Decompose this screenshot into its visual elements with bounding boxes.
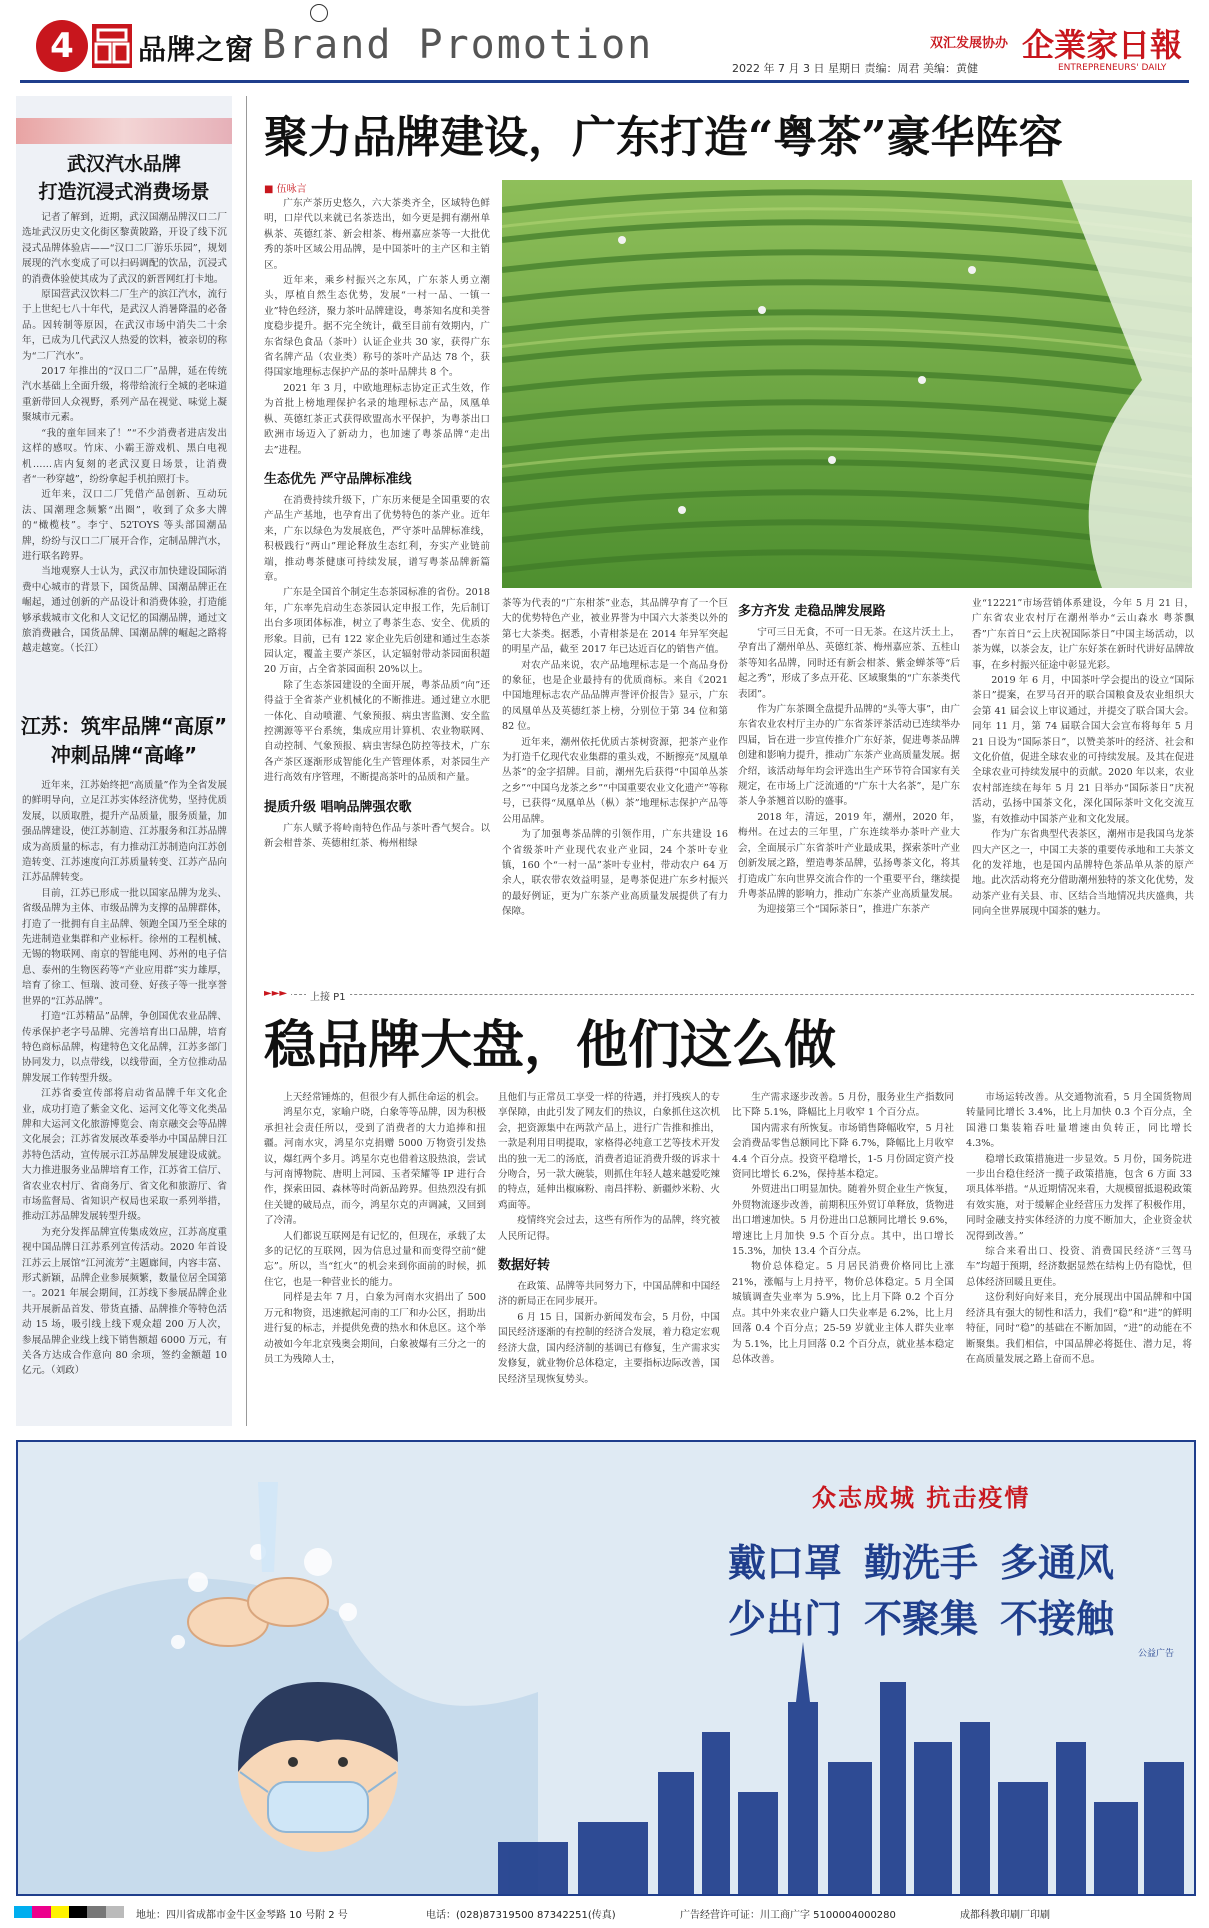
slogan: 双汇发展协办 [930,36,1009,51]
tea-plantation-photo [502,180,1192,588]
ma2-col1-para-2: 鸿星尔克，家喻户晓，白象等等品牌，因为积极承担社会责任所以，受到了消费者的大力追捧和扭疆。河南水灾，鸿星尔克捐赠 5000 万物资引发热议，爆红两个多月。鸿星尔克也借着这股热浪，尝试与河南博物院、唐明上河园、玉者荣耀等 IP 进行合作，探索田园、森林等时尚新品跨界。但热烈没有抓住关键的破局点，而今，鸿星尔克的声调减，又回到了冷清。 [264,1107,486,1227]
section-title-en: Brand Promotion [262,22,654,68]
ad-slogan-row-1 [728,1532,1114,1587]
masthead [0,0,1209,78]
main-article-2-col-1 [264,1090,486,1426]
left-article-2-title-line1: 江苏：筑牢品牌“高原” [20,714,228,738]
slogan-wash-hands: 勤洗手 [864,1541,979,1585]
left-article-2-para-5: 为充分发挥品牌宣传集成效应，江苏高度重视中国品牌日江苏系列宣传活动。2020 年首设江苏云上展馆“江河流芳”主题廊间，内容丰富、形式新颖，品牌企业参展频繁，数量位居全国第一。2021 年展会期间，江苏线下参展品牌企业共开展新品首发、带货直播、品牌推介等特色活动 15 场，吸引线上线下观众超 200 万人次，参展品牌企业线上线下销售额超 6000 万元，有关各方达成合作意向 80 余项，签约金额超 10 亿元。（刘政） [22,1226,227,1377]
ma2-col2b-para-1: 在政策、品牌等共同努力下，中国品牌和中国经济的新局正在同步展开。 [498,1281,720,1308]
ma1-col2-para-4: 为了加强粤茶品牌的引领作用，广东共建设 16 个省级茶叶产业现代农业产业园，24 个茶叶专业镇，160 个“一村一品”茶叶专业村，带动农户 64 万余人，联农带农效益明显，是粤茶促进广东乡村振兴的最好例证，更为广东茶产业高质量发展提供了有力保障。 [502,829,728,918]
ma1-col1b-para-3: 除了生态茶园建设的全面开展，粤茶品质“向”还得益于全省茶产业机械化的不断推进。通过建立水肥一体化、自动喷灌、气象预报、病虫害监测、安全监控溯源等平台系统，集成应用计算机、农业物联网、自动控制、气象预报、病虫害绿色防控等技术，广东各产茶区逐渐形成智能化生产管理体系，对茶园生产进行高效有序管理，不断提高茶叶的品质和产量。 [264,679,490,784]
ma2-col3-para-4: 物价总体稳定。5 月居民消费价格同比上涨 21%，涨幅与上月持平，物价总体稳定。5 月全国城镇调查失业率为 5.9%，比上月下降 0.2 个百分点。其中外来农业户籍人口失业率是 6.2%，比上月回落 0.4 个百分点；25-59 岁就业主体人群失业率为 5.1%，比上月回落 0.2 个百分点，就业基本稳定总体改善。 [732,1261,954,1365]
left-article-2-title-line2: 冲刺品牌“高峰” [50,743,198,767]
ma1-col2-para-1: 茶等为代表的“广东柑茶”业态，其品牌孕育了一个巨大的优势特色产业，被业界誉为中国六大茶类以外的第七大茶类。据悉，小青柑茶是在 2014 年异军突起的明星产品，截至 2017 年已达近百亿的销售产值。 [502,598,728,656]
left-article-1-title [16,150,232,206]
footer-phone: 电话：(028)87319500 87342251(传真) [426,1910,616,1921]
continued-arrows: ►►► [264,988,291,999]
registration-marks [310,4,328,22]
ma2-col1-para-1: 上天经常锤炼的，但很少有人抓住命运的机会。 [283,1092,485,1103]
left-article-2-body [22,778,227,1420]
ma1-col4-para-1: 业“12221”市场营销体系建设，今年 5 月 21 日，广东省农业农村厅在潮州举办“云山森水 粤茶飘香”广东首日“云上庆祝国际茶日”中国主场活动，以茶为媒，以茶会友，让广东好茶在新时代讲好品牌故事，在乡村振兴征途中彰显光彩。 [972,598,1194,671]
ma1-subhead-3: 多方齐发 走稳品牌发展路 [738,604,886,619]
ma2-col1-para-3: 人们都说互联网是有记忆的，但现在，承载了太多的记忆的互联网，因为信息过量和而变得空前“健忘”。所以，当“红火”的机会来到你面前的时候，抓住它，也是一种营业长的能力。 [264,1230,486,1288]
ma2-col1-para-4: 同样是去年 7 月，白象为河南水灾捐出了 500 万元和物资，迅速掀起河南的工厂和办公区，捐助出进行复的标志，并提供免费的热水和休息区。这个举动被如今年北京残奥会期间，白象被爆有三分之一的员工为残障人士， [264,1292,486,1365]
ma1-col2-para-2: 对农产品来说，农产品地理标志是一个高品身份的象征，也是企业最持有的优质商标。来自《2021 中国地理标志农产品品牌声誉评价报告》显示，广东的凤凰单丛及英德红茶上榜，分别位于第 34 位和第 82 位。 [502,659,728,733]
slogan-ventilate: 多通风 [1000,1541,1115,1585]
main-article-1-byline: ■ 伍咏言 [264,184,307,195]
slogan-no-contact: 不接触 [1000,1597,1115,1641]
footer [0,1898,1209,1928]
ma2-col4-para-3: 综合来看出口、投资、消费国民经济“三驾马车”均超于预期，经济数据显然在结构上仍有隐忧，但总体经济回暖且更佳。 [966,1246,1192,1288]
left-article-1-para-6: 当地观察人士认为，武汉市加快建设国际消费中心城市的背景下，国货品牌、国潮品牌正在崛起，通过创新的产品设计和消费体验，打造能够承载城市文化和人文记忆的国潮品牌，通过文旅消费融合，国货品牌、国潮品牌的崛起之路将越走越宽。（长江） [22,566,227,655]
ad-tagline: 众志成城 抗击疫情 [812,1484,1031,1512]
slogan-wear-mask: 戴口罩 [728,1541,843,1585]
section-title-cn: 品牌之窗 [138,33,255,66]
main-article-2-col-2 [498,1090,720,1426]
main-article-2-col-3 [732,1090,954,1426]
ad-slogan-row-2 [728,1588,1114,1643]
ma2-col4-para-4: 这份利好向好来目，充分展现出中国品牌和中国经济具有强大的韧性和活力，我们“稳”和“进”的鲜明特征，同时“稳”的基础在不断加固，“进”的动能在不断聚集。我们相信，中国品牌必将挺住、潜力足，将在高质量发展之路上奋而不息。 [966,1292,1192,1365]
left-article-1-para-1: 记者了解到，近期，武汉国潮品牌汉口二厂选址武汉历史文化街区黎黄陂路，开设了线下沉浸式品牌体验店——“汉口二厂游乐乐园”，规划展现的汽水变成了可以扫码调配的饮品，沉浸式的消费体验使其成为了武汉的新晋网红打卡地。 [22,212,227,285]
ma1-col1b-para-1: 在消费持续升级下，广东历来便是全国重要的农产品生产基地，也孕育出了优势特色的茶产业。近年来，广东以绿色为发展底色，严守茶叶品牌标准线，积极践行“两山”理论释放生态红利，夯实产业链前端，推动粤茶健康可持续发展，谱写粤茶品牌新篇章。 [264,494,490,583]
masthead-rule [20,80,1189,83]
main-article-2-col-4 [966,1090,1192,1426]
ma2-col2-para-2: 疫情终究会过去，这些有所作为的品牌，终究被人民所记得。 [498,1215,720,1242]
paper-name: 企業家日報 [1022,26,1183,64]
left-article-1-para-3: 2017 年推出的“汉口二厂”品牌，延在传统汽水基础上全面升级，将带给流行全城的老味道重新带回人众视野，系列产品在视觉、味觉上凝聚城市元素。 [22,366,227,424]
left-article-1-photo [16,118,232,144]
left-article-2-para-3: 打造“江苏精品”品牌，争创国优农业品牌、传承保护老字号品牌、完善培育出口品牌，培育特色商标品牌，构建特色文化品牌，江苏多部门协同发力，以点带线，以线带面，全方位推动品牌发展工作转型升级。 [22,1011,227,1084]
left-article-2-para-1: 近年来，江苏始终把“高质量”作为全省发展的鲜明导向，立足江苏实体经济优势，坚持优质发展，以质取胜，提升产品质量，服务质量，加强品牌建设，使江苏制造、江苏服务和江苏品牌成为高质量的标志，有力推动江苏制造向江苏创造转变、江苏速度向江苏质量转变、江苏产品向江苏品牌转变。 [22,780,227,884]
left-article-1-para-2: 原国营武汉饮料二厂生产的滨江汽水，流行于上世纪七八十年代，是武汉人消暑降温的必备品。因转制等原因，在武汉市场中消失二十余年，已成为几代武汉人热爱的饮料，被亲切的称为“二厂汽水”。 [22,289,227,362]
continued-label: 上接 P1 [306,988,350,1003]
continued-divider [264,994,1194,996]
main-article-1-col-1 [264,196,490,986]
ma1-col2-para-3: 近年来，潮州依托优质古茶树资源，把茶产业作为打造千亿现代农业集群的重头戏，不断擦亮“凤凰单丛茶”的金字招牌。目前，潮州先后获得“中国单丛茶之乡”“中国乌龙茶之乡”“中国重要农业文化遗产”等称号，已获得“凤凰单丛（枞）茶”地理标志保护产品等公用品牌。 [502,736,728,825]
ma1-col4-para-3: 作为广东省典型代表茶区，潮州市是我国乌龙茶四大产区之一，中国工夫茶的重要传承地和工夫茶文化的发祥地，也是国内品牌特色茶品单从茶的原产地。此次活动将充分借助潮州独特的茶文化优势，发动茶产业有关县、市、区结合当地情况共庆盛典，共同向全世界展现中国茶的魅力。 [972,829,1194,918]
ma2-col3-para-3: 外贸进出口明显加快。随着外贸企业生产恢复，外贸物流逐步改善，前期积压外贸订单释放，货物进出口增速加快。5 月份进出口总额同比增长 9.6%，增速比上月加快 9.5 个百分点。其中，出口增长 15.3%，加快 13.4 个百分点。 [732,1184,954,1258]
ma2-col2-para-1: 且他们与正常员工享受一样的待遇，并打残疾人的专享保障，由此引发了网友们的热议，白象抓住这次机会，把资源集中在两款产品上，进行广告推和推出，一款是利用目明提取，家格得必纯意工艺等技术开发出的独一无二的汤底，消费者追证消费升级的诉求十分吻合，另一款大碗装，则抓住年轻人越来越爱吃辣的特点，延伸出椒麻粉、南昌拌粉、新疆炒米粉、火鸡面等。 [498,1092,720,1211]
main-article-1-col-3 [738,600,960,986]
left-article-1-body [22,210,227,710]
ma2-subhead-1: 数据好转 [498,1258,551,1274]
main-article-1-col-2 [502,596,728,986]
ma2-col2b-para-2: 6 月 15 日，国新办新闻发布会，5 月份，中国国民经济逐渐的有控制的经济合发展，着力稳定宏观经济大盘，国内经济制的基调已有修复，生产需求实发修复，就业物价总体稳定，主要指标边际改善，国民经济呈现恢复势头。 [498,1311,720,1385]
paper-name-en: ENTREPRENEURS' DAILY [1058,63,1167,73]
ma2-col4-para-2: 稳增长政策措施进一步显效。5 月份，国务院进一步出台稳住经济一揽子政策措施，包含 6 方面 33 项具体举措。“从近期情况来看，大规模留抵退税政策有效实施，对于缓解企业经营压力发挥了积极作用，同时金融支持实体经济的力度不断加大，企业资金状况得到改善。” [966,1153,1192,1242]
main-article-1-headline: 聚力品牌建设，广东打造“粤茶”豪华阵容 [264,112,1063,163]
slogan-stay-home: 少出门 [728,1597,843,1641]
ma1-col1c-para-1: 广东人赋予将岭南特色作品与茶叶香气契合。以新会柑普茶、英德柑红茶、梅州柑绿 [264,822,490,850]
slogan-no-gathering: 不聚集 [864,1597,979,1641]
ma1-col1-para-3: 2021 年 3 月，中欧地理标志协定正式生效，作为首批上榜地理保护名录的地理标志产品，凤凰单枞、英德红茶正式获得欧盟高水平保护，为粤茶出口欧洲市场迈入了新动力，也加速了粤茶品牌“走出去”进程。 [264,382,490,456]
city-skyline-icon [498,1642,1184,1894]
ma1-col1b-para-2: 广东是全国首个制定生态茶园标准的省份。2018 年，广东率先启动生态茶园认定申报工作，先后制订出台多项团体标准，树立了粤茶生态、安全、优质的形象。目前，已有 122 家企业先后创建和通过生态茶园认定，覆盖主要产茶区，认定辐射带动茶园面积超 20 万亩，占全省茶园面积 20%以上。 [264,587,490,676]
footer-license: 广告经营许可证：川工商广字 5100004000280 [680,1910,896,1921]
ma2-col3-para-1: 生产需求逐步改善。5 月份，服务业生产指数同比下降 5.1%，降幅比上月收窄 1 个百分点。 [732,1092,954,1119]
left-article-2-title [16,712,232,770]
public-service-ad [16,1440,1196,1896]
left-article-1-para-5: 近年来，汉口二厂凭借产品创新、互动玩法、国潮理念频繁“出圈”，收到了众多大牌的“橄榄枝”。李宁、52TOYS 等头部国潮品牌，纷纷与汉口二厂展开合作，定制品牌汽水，进行联名跨界。 [22,489,227,562]
ma2-col3-para-2: 国内需求有所恢复。市场销售降幅收窄，5 月社会消费品零售总额同比下降 6.7%，降幅比上月收窄 4.4 个百分点。投资平稳增长，1-5 月份固定资产投资同比增长 6.2%，保持基本稳定。 [732,1122,954,1181]
ad-label: 公益广告 [1138,1649,1175,1659]
ma1-col3-para-2: 作为广东茶圈全盘提升品牌的“头等大事”，由广东省农业农村厅主办的广东省茶评茶活动已连续举办四届，旨在进一步宣传推介广东好茶，促进粤茶品牌创建和影响力提升，推动广东茶产业高质量发展。据介绍，该活动每年均会评选出生产环节符合国家有关规定，在市场上广泛流通的“广东十大名茶”，是广东茶人争茶翘首以盼的盛事。 [738,704,960,808]
left-article-1-para-4: “我的童年回来了！”“不少消费者进店发出这样的感叹。竹床、小霸王游戏机、黑白电视机……店内复刻的老武汉夏日场景，让消费者“一秒穿越”，纷纷拿起手机拍照打卡。 [22,427,227,485]
ma1-col3-para-3: 2018 年，清远，2019 年，潮州，2020 年，梅州。在过去的三年里，广东连续举办茶叶产业大会，全面展示广东省茶叶产业最成果，探索茶叶产业创新发展之路，塑造粤茶品牌，弘扬粤茶文化，将其打造成广东向世界交流合作的一个重要平台，继续提升粤茶品牌的影响力，推动广东茶产业高质量发展。 [738,811,960,900]
main-article-1-col-4 [972,596,1194,986]
ma1-col1-para-1: 广东产茶历史悠久，六大茶类齐全，区域特色鲜明，口岸代以来就已名茶迭出，如今更是拥有潮州单枞茶、英德红茶、新会柑茶、梅州嘉应茶等一大批优秀的茶叶区域公用品牌，是中国茶叶的主产区和主销区。 [264,198,490,271]
ma1-subhead-1: 生态优先 严守品牌标准线 [264,471,412,487]
ma2-col4-para-1: 市场运转改善。从交通物流看，5 月全国货物周转量同比增长 3.4%，比上月加快 0.3 个百分点，全国港口集装箱吞吐量增速由负转正，同比增长 4.3%。 [966,1092,1192,1150]
left-article-2-para-4: 江苏省委宣传部将启动省品牌千年文化企业，成功打造了紫金文化、运河文化等文化类品牌和大运河文化旅游博览会、南京融交会等品牌文化展会；江苏省发展改革委举办中国品牌日江苏特色活动，宣传展示江苏品牌发展建设成就。大力推进服务业品牌培育工作，江苏省工信厅、省农业农村厅、省商务厅、省文化和旅游厅、省市场监督局、省知识产权局也采取一系列举措，推动江苏品牌发展转型升级。 [22,1088,227,1223]
date-line: 2022 年 7 月 3 日 星期日 责编：周君 美编：黄健 [732,62,978,75]
column-rule [246,96,247,1426]
left-article-1-title-line2: 打造沉浸式消费场景 [38,181,210,203]
section-logo-icon [92,24,132,68]
color-bar [14,1906,124,1918]
ma1-col3-para-4: 为迎接第三个“国际茶日”，推进广东茶产 [757,904,931,916]
footer-printer: 成都科教印刷厂印刷 [960,1910,1050,1921]
left-article-2-para-2: 目前，江苏已形成一批以国家品牌为龙头、省级品牌为主体、市级品牌为支撑的品牌群体，打造了一批拥有自主品牌、领跑全国乃至全球的先进制造业集群和产业标杆。徐州的工程机械、无锡的物联网、南京的智能电网、苏州的电子信息、泰州的生物医药等“产业应用群”实力雄厚，培育了徐工、恒瑞、波司登、好孩子等一批享誉世界的“江苏品牌”。 [22,887,227,1007]
ma1-col4-para-2: 2019 年 6 月，中国茶叶学会提出的设立“国际茶日”提案，在罗马召开的联合国粮食及农业组织大会第 41 届会议上审议通过，并提交了联合国大会。同年 11 月，第 74 届联合国大会宣布将每年 5 月 21 日设为“国际茶日”，以赞美茶叶的经济、社会和文化价值，促进全球农业的可持续发展。及其在促进全球农业可持续发展中的贡献。2020 年以来，农业农村部连续在每年 5 月 21 日举办“国际茶日”庆祝活动，弘扬中国茶文化，深化国际茶叶文化交流互鉴，有效推动中国茶产业和文化发展。 [972,675,1194,825]
footer-address: 地址：四川省成都市金牛区金琴路 10 号附 2 号 [136,1910,348,1921]
left-article-1-title-line1: 武汉汽水品牌 [66,153,181,175]
page-number: 4 [50,26,74,66]
ma1-col1-para-2: 近年来，乘乡村振兴之东风，广东茶人勇立潮头，厚植自然生态优势，发展“一村一品、一镇一业”特色经济，聚力茶叶品牌建设，粤茶知名度和美誉度稳步提升。据不完全统计，截至目前有效期内，广东省绿色食品（茶叶）认证企业共 30 家，获得广东省名牌产品（农业类）称号的茶叶产品达 78 个，获得国家地理标志保护产品的茶叶品牌共 8 个。 [264,275,490,379]
mask-person-icon [238,1682,398,1852]
ma1-subhead-2: 提质升级 唱响品牌强农歌 [264,799,412,815]
main-article-2-headline: 稳品牌大盘，他们这么做 [264,1015,837,1076]
ma1-col3-para-1: 宁可三日无食，不可一日无茶。在这片沃土上，孕育出了潮州单丛、英德红茶、梅州嘉应茶、五桂山茶等知名品牌，同时还有新会柑茶、紫金蝉茶等“后起之秀”，形成了多点开花、区域聚集的“广东茶类代表团”。 [738,627,960,700]
